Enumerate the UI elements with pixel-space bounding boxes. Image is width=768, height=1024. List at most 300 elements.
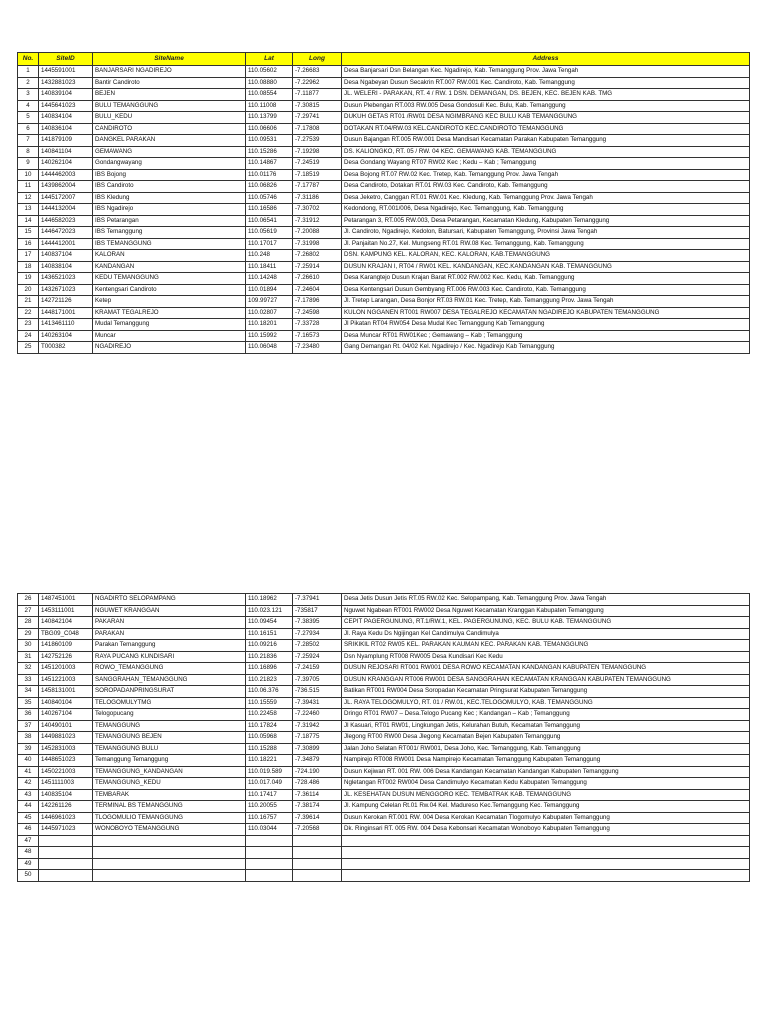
cell-no: 24 (18, 330, 39, 342)
cell-address: Kedondong, RT.001/006, Desa Ngadirejo, Kec. Temanggung, Kab. Temanggung (342, 204, 750, 216)
table-row (18, 181, 750, 193)
cell-no: 4 (18, 100, 39, 112)
cell-long: -736.515 (293, 686, 342, 698)
cell-lat: 110.16151 (246, 628, 293, 640)
cell-lat: 110.017.049 (246, 778, 293, 790)
cell-siteid: TBG09_C048 (39, 628, 93, 640)
cell-address: Dringo RT01 RW07 – Desa.Telogo Pucang Kec ; Kandangan – Kab ; Temanggung (342, 709, 750, 721)
cell-siteid: 140263104 (39, 330, 93, 342)
cell-address: Desa Ngabeyan Dusun Secakrin RT.007 RW.001 Kec. Candiroto, Kab. Temanggung (342, 77, 750, 89)
cell-address: DUSUN REJOSARI RT001 RW001 DESA ROWO KECAMATAN KANDANGAN KABUPATEN TEMANGGUNG (342, 663, 750, 675)
cell-lat: 110.22458 (246, 709, 293, 721)
cell-address: Jlegong RT00 RW00 Desa Jlegong Kecamatan Bejen Kabupaten Temanggung (342, 732, 750, 744)
cell-address: JL. RAYA TELOGOMULYO, RT. 01 / RW.01, KEC.TELOGOMULYO, KAB. TEMANGGUNG (342, 697, 750, 709)
cell-sitename: BEJEN (93, 89, 246, 101)
cell-lat: 110.16757 (246, 812, 293, 824)
cell-siteid: 1432671023 (39, 284, 93, 296)
cell-lat: 110.17824 (246, 720, 293, 732)
table-row (18, 812, 750, 824)
cell-no: 14 (18, 215, 39, 227)
header-long: Long (293, 53, 342, 66)
cell-lat: 110.05602 (246, 66, 293, 78)
cell-siteid: 141879109 (39, 135, 93, 147)
cell-siteid: 1439862004 (39, 181, 93, 193)
cell-address: Desa Kentengsari Dusun Gembyang RT.006 RW.003 Kec. Candiroto, Kab. Temanggung (342, 284, 750, 296)
cell-no: 39 (18, 743, 39, 755)
cell-siteid (39, 835, 93, 847)
cell-lat: 110.06606 (246, 123, 293, 135)
cell-sitename: TEMANGGUNG BEJEN (93, 732, 246, 744)
cell-siteid: 1451201003 (39, 663, 93, 675)
cell-sitename: TELOGOMULYTMG (93, 697, 246, 709)
table-row (18, 227, 750, 239)
cell-lat: 110.17417 (246, 789, 293, 801)
cell-sitename: IBS Kledung (93, 192, 246, 204)
cell-long: -7.19298 (293, 146, 342, 158)
cell-siteid: 1436521023 (39, 273, 93, 285)
table-row (18, 674, 750, 686)
table-row (18, 847, 750, 859)
cell-sitename: ROWO_TEMANGGUNG (93, 663, 246, 675)
cell-siteid: 1445591001 (39, 66, 93, 78)
cell-long: -7.37941 (293, 594, 342, 606)
cell-long: -7.39431 (293, 697, 342, 709)
cell-sitename: Muncar (93, 330, 246, 342)
cell-no: 26 (18, 594, 39, 606)
cell-address: Dk. Ringinsari RT. 005 RW. 004 Desa Kebonsari Kecamatan Wonoboyo Kabupaten Temanggung (342, 824, 750, 836)
cell-long: -7.17896 (293, 296, 342, 308)
cell-lat: 110.15286 (246, 146, 293, 158)
table-row (18, 617, 750, 629)
cell-lat: 110.05746 (246, 192, 293, 204)
cell-siteid: 1446961023 (39, 812, 93, 824)
cell-address: KULON NGGANEN RT001 RW007 DESA TEGALREJO KECAMATAN NGADIREJO KABUPATEN TEMANGGUNG (342, 307, 750, 319)
cell-no: 3 (18, 89, 39, 101)
cell-siteid: T000382 (39, 342, 93, 354)
cell-long: -7.18775 (293, 732, 342, 744)
cell-address (342, 847, 750, 859)
cell-long: -7.28502 (293, 640, 342, 652)
cell-lat: 110.09454 (246, 617, 293, 629)
cell-siteid: 1448651023 (39, 755, 93, 767)
cell-lat (246, 870, 293, 882)
cell-lat: 110.16586 (246, 204, 293, 216)
cell-siteid: 140262104 (39, 158, 93, 170)
table-row (18, 628, 750, 640)
cell-siteid (39, 847, 93, 859)
table-row (18, 273, 750, 285)
cell-sitename: IBS Temanggung (93, 227, 246, 239)
cell-lat: 110.18962 (246, 594, 293, 606)
cell-address (342, 835, 750, 847)
cell-no: 33 (18, 674, 39, 686)
cell-siteid: 142721126 (39, 296, 93, 308)
cell-sitename: KANDANGAN (93, 261, 246, 273)
cell-sitename: NGADIREJO (93, 342, 246, 354)
cell-no: 23 (18, 319, 39, 331)
cell-long: -7.31942 (293, 720, 342, 732)
cell-sitename: IBS Petarangan (93, 215, 246, 227)
cell-long: -7.30815 (293, 100, 342, 112)
cell-address: SRIKIKIL RT02 RW05 KEL. PARAKAN KAUMAN KEC. PARAKAN KAB. TEMANGGUNG (342, 640, 750, 652)
cell-siteid: 1432881023 (39, 77, 93, 89)
site-table-bottom (17, 593, 750, 882)
cell-long: -7.31998 (293, 238, 342, 250)
cell-sitename: NGUWET KRANGGAN (93, 605, 246, 617)
cell-no: 8 (18, 146, 39, 158)
cell-long: -7.29741 (293, 112, 342, 124)
cell-long: -724.190 (293, 766, 342, 778)
cell-sitename: RAYA PUCANG KUNDISARI (93, 651, 246, 663)
cell-lat: 110.06541 (246, 215, 293, 227)
cell-address: Desa Gondang Wayang RT07 RW02 Kec ; Kedu – Kab ; Temanggung (342, 158, 750, 170)
cell-sitename: DANGKEL PARAKAN (93, 135, 246, 147)
cell-sitename: TEMANGGUNG BULU (93, 743, 246, 755)
cell-no: 11 (18, 181, 39, 193)
cell-sitename: TEMANGGUNG_KANDANGAN (93, 766, 246, 778)
cell-no: 38 (18, 732, 39, 744)
cell-no: 42 (18, 778, 39, 790)
cell-siteid: 142261126 (39, 801, 93, 813)
cell-siteid: 1444462003 (39, 169, 93, 181)
cell-long: -7.27934 (293, 628, 342, 640)
cell-sitename: Kentengsari Candiroto (93, 284, 246, 296)
cell-address: Dusun Kerokan RT.001 RW. 004 Desa Kerokan Kecamatan Tlogomulyo Kabupaten Temanggung (342, 812, 750, 824)
cell-lat: 110.023.121 (246, 605, 293, 617)
cell-siteid: 1453111001 (39, 605, 93, 617)
table-row (18, 330, 750, 342)
cell-siteid: 1446472023 (39, 227, 93, 239)
table-row (18, 594, 750, 606)
table-row (18, 870, 750, 882)
table-row (18, 720, 750, 732)
cell-address: Desa Jeketro, Canggan RT.01 RW.01 Kec. Kledung, Kab. Temanggung Prov. Jawa Tengah (342, 192, 750, 204)
cell-no: 19 (18, 273, 39, 285)
cell-long: -7.24604 (293, 284, 342, 296)
site-table-top (17, 52, 750, 354)
cell-no: 1 (18, 66, 39, 78)
cell-lat (246, 858, 293, 870)
cell-no: 16 (18, 238, 39, 250)
cell-no: 32 (18, 663, 39, 675)
cell-siteid: 1449881023 (39, 732, 93, 744)
cell-lat: 110.02807 (246, 307, 293, 319)
table-row (18, 250, 750, 262)
table-row (18, 135, 750, 147)
cell-address: Ngletangan RT002 RW004 Desa Candimulyo Kecamatan Kedu Kabupaten Temanggung (342, 778, 750, 790)
cell-address: DOTAKAN RT.04/RW.03 KEL.CANDIROTO KEC.CANDIROTO TEMANGGUNG (342, 123, 750, 135)
table-row (18, 605, 750, 617)
cell-lat: 110.01176 (246, 169, 293, 181)
cell-long: -7.16573 (293, 330, 342, 342)
cell-address: DSN. KAMPUNG KEL. KALORAN, KEC. KALORAN, KAB.TEMANGGUNG (342, 250, 750, 262)
cell-no: 17 (18, 250, 39, 262)
cell-address: Jalan Joho Selatan RT001/ RW001, Desa Joho, Kec. Temanggung, Kab. Temanggung (342, 743, 750, 755)
cell-siteid: 140490101 (39, 720, 93, 732)
cell-sitename: TEMBARAK (93, 789, 246, 801)
cell-siteid: 1413461110 (39, 319, 93, 331)
header-row (18, 53, 750, 66)
cell-siteid: 140267104 (39, 709, 93, 721)
table-row (18, 123, 750, 135)
cell-long: -7.30702 (293, 204, 342, 216)
cell-siteid: 1446582023 (39, 215, 93, 227)
cell-sitename: SOROPADANPRINGSURAT (93, 686, 246, 698)
cell-no: 10 (18, 169, 39, 181)
cell-siteid: 1448171001 (39, 307, 93, 319)
cell-sitename: Bantir Candiroto (93, 77, 246, 89)
cell-no: 25 (18, 342, 39, 354)
cell-siteid: 140837104 (39, 250, 93, 262)
cell-sitename: Gondangwayang (93, 158, 246, 170)
table-row (18, 755, 750, 767)
cell-sitename: IBS Bojong (93, 169, 246, 181)
cell-long (293, 847, 342, 859)
cell-long: -7.25924 (293, 651, 342, 663)
table-row (18, 261, 750, 273)
cell-lat: 110.019.589 (246, 766, 293, 778)
cell-no: 22 (18, 307, 39, 319)
cell-address: Jl. Candiroto, Ngadirejo, Kedolon, Batursari, Kabupaten Temanggung, Provinsi Jawa Tengah (342, 227, 750, 239)
cell-long: -7.38395 (293, 617, 342, 629)
cell-sitename: NGADIRTO SELOPAMPANG (93, 594, 246, 606)
cell-long: -7.11877 (293, 89, 342, 101)
cell-sitename: KRAMAT TEGALREJO (93, 307, 246, 319)
cell-no: 7 (18, 135, 39, 147)
table-row (18, 709, 750, 721)
cell-lat: 110.13799 (246, 112, 293, 124)
cell-long: -7.24519 (293, 158, 342, 170)
cell-sitename: KEDU TEMANGGUNG (93, 273, 246, 285)
cell-siteid: 1444412001 (39, 238, 93, 250)
cell-long: -728.486 (293, 778, 342, 790)
table-row (18, 89, 750, 101)
cell-siteid: 1445971023 (39, 824, 93, 836)
table-row (18, 296, 750, 308)
cell-siteid: 1451221003 (39, 674, 93, 686)
cell-address: Batikan RT001 RW004 Desa Soropadan Kecamatan Pringsurat Kabupaten Temanggung (342, 686, 750, 698)
table-row (18, 146, 750, 158)
cell-no: 21 (18, 296, 39, 308)
cell-address: Jl. Tretep Larangan, Desa Bonjor RT.03 RW.01 Kec. Tretep, Kab. Temanggung Prov. Jawa Tengah (342, 296, 750, 308)
cell-long: -7.25914 (293, 261, 342, 273)
cell-no: 37 (18, 720, 39, 732)
cell-lat: 110.08554 (246, 89, 293, 101)
table-row (18, 651, 750, 663)
cell-lat: 110.08880 (246, 77, 293, 89)
cell-address: Jl Kasuari, RT01 RW01, Lingkungan Jetis, Kelurahan Butuh, Kecamatan Temanggung (342, 720, 750, 732)
table-row (18, 663, 750, 675)
cell-siteid: 140836104 (39, 123, 93, 135)
table-row (18, 640, 750, 652)
cell-address: DUSUN KRAJAN I, RT04 / RW01 KEL. KANDANGAN, KEC.KANDANGAN KAB. TEMANGGUNG (342, 261, 750, 273)
cell-no: 50 (18, 870, 39, 882)
cell-siteid (39, 870, 93, 882)
cell-no: 2 (18, 77, 39, 89)
cell-no: 48 (18, 847, 39, 859)
cell-no: 12 (18, 192, 39, 204)
cell-lat: 110.03044 (246, 824, 293, 836)
cell-lat: 110.06048 (246, 342, 293, 354)
cell-sitename: CANDIROTO (93, 123, 246, 135)
cell-address: Jl. Kampung Celelan Rt.01 Rw.04 Kel. Madureso Kec.Temanggung Kec. Temanggung (342, 801, 750, 813)
cell-long: -7.30899 (293, 743, 342, 755)
cell-long: -7.33728 (293, 319, 342, 331)
table-row (18, 801, 750, 813)
cell-no: 35 (18, 697, 39, 709)
cell-long (293, 835, 342, 847)
cell-lat: 110.15559 (246, 697, 293, 709)
cell-sitename (93, 847, 246, 859)
cell-lat: 110.18201 (246, 319, 293, 331)
cell-sitename: IBS Candiroto (93, 181, 246, 193)
cell-no: 36 (18, 709, 39, 721)
table-row (18, 858, 750, 870)
cell-lat: 110.21823 (246, 674, 293, 686)
cell-siteid: 1444132004 (39, 204, 93, 216)
cell-sitename: Telogopucang (93, 709, 246, 721)
cell-no: 49 (18, 858, 39, 870)
cell-long: -7.20568 (293, 824, 342, 836)
cell-address: Dusun Bajangan RT.005 RW.001 Desa Mandisari Kecamatan Parakan Kabupaten Temanggung (342, 135, 750, 147)
cell-no: 34 (18, 686, 39, 698)
cell-no: 40 (18, 755, 39, 767)
cell-lat: 110.21836 (246, 651, 293, 663)
cell-long: -7.17787 (293, 181, 342, 193)
cell-sitename: GEMAWANG (93, 146, 246, 158)
cell-siteid: 140834104 (39, 112, 93, 124)
cell-no: 27 (18, 605, 39, 617)
cell-no: 20 (18, 284, 39, 296)
cell-sitename (93, 858, 246, 870)
cell-address: Jl Pikatan RT04 RW054 Desa Mudal Kec Temanggung Kab Temanggung (342, 319, 750, 331)
cell-siteid: 1450221003 (39, 766, 93, 778)
cell-lat: 110.17017 (246, 238, 293, 250)
table-row (18, 824, 750, 836)
cell-long: -7.24598 (293, 307, 342, 319)
cell-sitename: IBS TEMANGGUNG (93, 238, 246, 250)
cell-sitename: WONOBOYO TEMANGGUNG (93, 824, 246, 836)
cell-siteid: 140840104 (39, 697, 93, 709)
cell-address: Dusun Plebengan RT.003 RW.005 Desa Gondosuli Kec. Bulu, Kab. Temanggung (342, 100, 750, 112)
cell-sitename: BANJARSARI NGADIREJO (93, 66, 246, 78)
cell-address: Nguwet Ngabean RT001 RW002 Desa Nguwet Kecamatan Kranggan Kabupaten Temanggung (342, 605, 750, 617)
table-row (18, 100, 750, 112)
cell-lat: 110.06826 (246, 181, 293, 193)
table-row (18, 169, 750, 181)
cell-address: CEPIT PAGERGUNUNG, RT.1/RW.1, KEL. PAGERGUNUNG, KEC. BULU KAB. TEMANGGUNG (342, 617, 750, 629)
header-siteid: SiteID (39, 53, 93, 66)
table-row (18, 319, 750, 331)
cell-long: -7.31912 (293, 215, 342, 227)
cell-long: -7.39614 (293, 812, 342, 824)
cell-siteid: 1445172007 (39, 192, 93, 204)
table-row (18, 307, 750, 319)
cell-sitename: TERMINAL BS TEMANGGUNG (93, 801, 246, 813)
cell-lat: 110.09216 (246, 640, 293, 652)
cell-siteid: 1452831003 (39, 743, 93, 755)
cell-sitename: Parakan Temanggung (93, 640, 246, 652)
cell-long: -7.27539 (293, 135, 342, 147)
cell-lat: 109.99727 (246, 296, 293, 308)
cell-no: 41 (18, 766, 39, 778)
cell-long: -7.23480 (293, 342, 342, 354)
cell-siteid: 142752126 (39, 651, 93, 663)
cell-lat: 110.11008 (246, 100, 293, 112)
cell-no: 43 (18, 789, 39, 801)
cell-long (293, 870, 342, 882)
cell-siteid: 140839104 (39, 89, 93, 101)
table-row (18, 238, 750, 250)
cell-address: DUKUH GETAS RT01 /RW01 DESA NGIMBRANG KEC BULU KAB TEMANGGUNG (342, 112, 750, 124)
table-row (18, 112, 750, 124)
cell-lat: 110.16896 (246, 663, 293, 675)
cell-lat: 110.248 (246, 250, 293, 262)
cell-address: JL. WELERI - PARAKAN, RT. 4 / RW. 1 DSN. DEMANGAN, DS. BEJEN, KEC. BEJEN KAB. TMG (342, 89, 750, 101)
cell-long: -7.22460 (293, 709, 342, 721)
table-row (18, 284, 750, 296)
cell-address: Jl. Raya Kedu Ds Ngijingan Kel Candimulya Candimulya (342, 628, 750, 640)
table-row (18, 766, 750, 778)
cell-no: 44 (18, 801, 39, 813)
cell-sitename: TLOGOMULIO TEMANGGUNG (93, 812, 246, 824)
cell-address: Desa Candiroto, Dotakan RT.01 RW.03 Kec. Candiroto, Kab. Temanggung (342, 181, 750, 193)
table-row (18, 66, 750, 78)
cell-sitename: PARAKAN (93, 628, 246, 640)
cell-sitename: TEMANGGUNG (93, 720, 246, 732)
cell-long: -7.24159 (293, 663, 342, 675)
cell-no: 46 (18, 824, 39, 836)
table-row (18, 215, 750, 227)
cell-long: -735817 (293, 605, 342, 617)
header-sitename: SiteName (93, 53, 246, 66)
cell-sitename: BULU_KEDU (93, 112, 246, 124)
table-row (18, 743, 750, 755)
cell-siteid: 140838104 (39, 261, 93, 273)
cell-address (342, 858, 750, 870)
table-row (18, 77, 750, 89)
cell-sitename (93, 835, 246, 847)
cell-lat: 110.05968 (246, 732, 293, 744)
cell-siteid: 1445641023 (39, 100, 93, 112)
table-row (18, 204, 750, 216)
cell-siteid: 1458131001 (39, 686, 93, 698)
cell-sitename: Mudal Temanggung (93, 319, 246, 331)
cell-no: 30 (18, 640, 39, 652)
cell-lat: 110.14248 (246, 273, 293, 285)
cell-address: Desa Karangtejo Dusun Krajan Barat RT.002 RW.002 Kec. Kedu, Kab. Temanggung (342, 273, 750, 285)
cell-long: -7.36114 (293, 789, 342, 801)
table-row (18, 732, 750, 744)
cell-sitename: BULU TEMANGGUNG (93, 100, 246, 112)
header-address: Address (342, 53, 750, 66)
cell-long: -7.31186 (293, 192, 342, 204)
header-no: No. (18, 53, 39, 66)
cell-sitename: PAKARAN (93, 617, 246, 629)
cell-lat: 110.15288 (246, 743, 293, 755)
cell-address: Desa Banjarsari Dsn Belangan Kec. Ngadirejo, Kab. Temanggung Prov. Jawa Tengah (342, 66, 750, 78)
cell-no: 47 (18, 835, 39, 847)
cell-siteid: 140842104 (39, 617, 93, 629)
cell-address: Dusun Kejiwan RT. 001 RW. 006 Desa Kandangan Kecamatan Kandangan Kabupaten Temanggung (342, 766, 750, 778)
cell-lat: 110.15992 (246, 330, 293, 342)
cell-address: DUSUN KRANGGAN RT006 RW001 DESA SANGGRAHAN KECAMATAN KRANGGAN KABUPATEN TEMANGGUNG (342, 674, 750, 686)
cell-long: -7.39705 (293, 674, 342, 686)
cell-lat: 110.14867 (246, 158, 293, 170)
cell-siteid (39, 858, 93, 870)
cell-no: 9 (18, 158, 39, 170)
cell-lat: 110.01894 (246, 284, 293, 296)
